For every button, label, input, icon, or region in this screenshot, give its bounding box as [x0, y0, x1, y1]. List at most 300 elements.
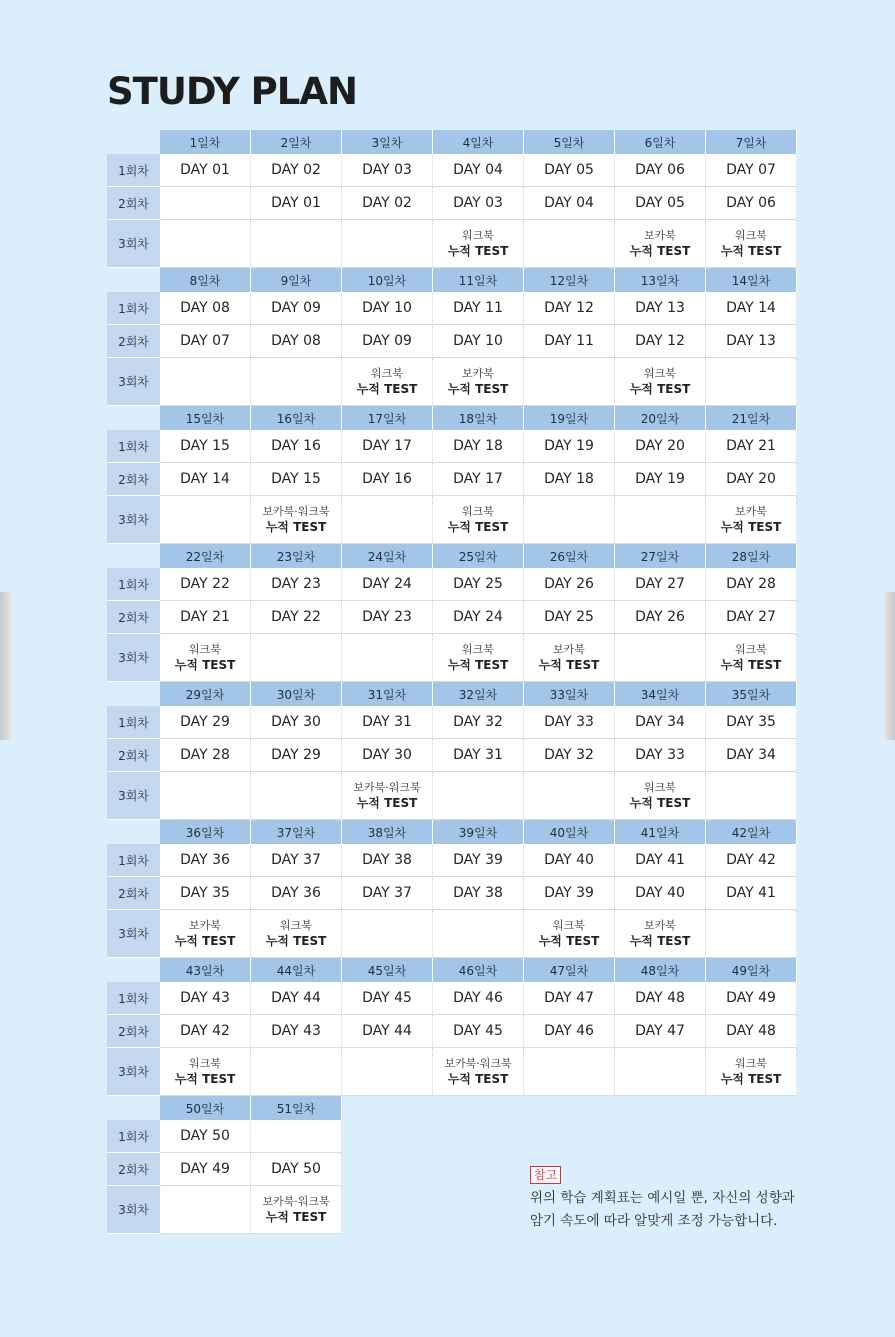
empty-slot	[524, 1120, 615, 1153]
review-cell	[524, 358, 615, 406]
day-cell: DAY 17	[342, 430, 433, 463]
day-header: 9일차	[251, 268, 342, 292]
day-header: 49일차	[706, 958, 797, 982]
review-book: 워크북	[644, 367, 676, 380]
day-cell: DAY 02	[342, 187, 433, 220]
day-cell: DAY 21	[160, 601, 251, 634]
review-book: 보카북·워크북	[353, 781, 421, 794]
day-cell: DAY 40	[615, 877, 706, 910]
day-header: 2일차	[251, 130, 342, 154]
review-cell	[251, 910, 342, 958]
review-test: 누적 TEST	[356, 796, 418, 810]
day-header: 34일차	[615, 682, 706, 706]
day-cell: DAY 01	[160, 154, 251, 187]
day-header: 13일차	[615, 268, 706, 292]
day-header: 36일차	[160, 820, 251, 844]
day-cell: DAY 06	[615, 154, 706, 187]
review-book: 워크북	[371, 367, 403, 380]
day-cell: DAY 41	[706, 877, 797, 910]
empty-header	[524, 1096, 615, 1120]
day-cell: DAY 03	[342, 154, 433, 187]
day-cell: DAY 07	[160, 325, 251, 358]
review-test: 누적 TEST	[720, 658, 782, 672]
review-cell	[706, 358, 797, 406]
day-cell: DAY 25	[433, 568, 524, 601]
review-test: 누적 TEST	[174, 658, 236, 672]
round-label: 2회차	[107, 325, 160, 358]
day-header: 12일차	[524, 268, 615, 292]
round-label: 3회차	[107, 910, 160, 958]
note-line-2: 암기 속도에 따라 알맞게 조정 가능합니다.	[530, 1213, 778, 1229]
day-cell: DAY 30	[251, 706, 342, 739]
day-header: 51일차	[251, 1096, 342, 1120]
day-header: 25일차	[433, 544, 524, 568]
review-cell	[615, 358, 706, 406]
day-cell	[251, 1120, 342, 1153]
day-cell: DAY 24	[433, 601, 524, 634]
round-label: 3회차	[107, 1048, 160, 1096]
review-cell	[524, 772, 615, 820]
review-cell	[342, 220, 433, 268]
review-cell	[524, 496, 615, 544]
review-cell	[342, 910, 433, 958]
round-label: 1회차	[107, 982, 160, 1015]
review-cell	[160, 910, 251, 958]
round-label: 2회차	[107, 601, 160, 634]
review-test: 누적 TEST	[720, 244, 782, 258]
day-header: 35일차	[706, 682, 797, 706]
day-header: 10일차	[342, 268, 433, 292]
day-cell: DAY 15	[160, 430, 251, 463]
day-cell: DAY 36	[160, 844, 251, 877]
review-book: 워크북	[735, 643, 767, 656]
review-cell	[433, 634, 524, 682]
review-book: 보카북	[644, 919, 676, 932]
day-header: 19일차	[524, 406, 615, 430]
day-header: 31일차	[342, 682, 433, 706]
round-label: 3회차	[107, 220, 160, 268]
empty-slot	[342, 1120, 433, 1153]
round-label: 3회차	[107, 496, 160, 544]
day-header: 33일차	[524, 682, 615, 706]
day-header: 48일차	[615, 958, 706, 982]
day-header: 32일차	[433, 682, 524, 706]
round-row	[107, 982, 797, 1015]
day-header: 7일차	[706, 130, 797, 154]
day-header: 29일차	[160, 682, 251, 706]
review-cell	[342, 1048, 433, 1096]
day-cell: DAY 11	[433, 292, 524, 325]
day-cell: DAY 34	[706, 739, 797, 772]
review-test: 누적 TEST	[356, 382, 418, 396]
round-row	[107, 706, 797, 739]
day-header: 6일차	[615, 130, 706, 154]
day-cell: DAY 28	[160, 739, 251, 772]
day-cell: DAY 08	[160, 292, 251, 325]
day-header: 1일차	[160, 130, 251, 154]
round-row	[107, 634, 797, 682]
note-box	[530, 1164, 820, 1233]
day-cell: DAY 49	[160, 1153, 251, 1186]
review-cell	[433, 358, 524, 406]
day-cell: DAY 29	[251, 739, 342, 772]
review-test: 누적 TEST	[174, 1072, 236, 1086]
round-label: 2회차	[107, 187, 160, 220]
day-cell: DAY 27	[615, 568, 706, 601]
review-book: 보카북·워크북	[444, 1057, 512, 1070]
day-cell: DAY 25	[524, 601, 615, 634]
review-book: 워크북	[189, 643, 221, 656]
week-header-row	[107, 682, 797, 706]
day-cell: DAY 23	[342, 601, 433, 634]
day-cell: DAY 47	[524, 982, 615, 1015]
prev-page-tab[interactable]	[0, 592, 12, 740]
day-header: 41일차	[615, 820, 706, 844]
round-row	[107, 358, 797, 406]
day-cell: DAY 38	[433, 877, 524, 910]
review-cell	[160, 496, 251, 544]
day-header: 22일차	[160, 544, 251, 568]
day-cell: DAY 23	[251, 568, 342, 601]
review-cell	[615, 496, 706, 544]
day-cell: DAY 43	[160, 982, 251, 1015]
day-cell: DAY 31	[433, 739, 524, 772]
review-test: 누적 TEST	[447, 1072, 509, 1086]
review-cell	[160, 772, 251, 820]
day-header: 3일차	[342, 130, 433, 154]
review-cell	[342, 634, 433, 682]
day-cell: DAY 09	[251, 292, 342, 325]
review-book: 보카북	[553, 643, 585, 656]
review-cell	[433, 772, 524, 820]
empty-slot	[433, 1120, 524, 1153]
review-test: 누적 TEST	[629, 796, 691, 810]
day-cell: DAY 33	[524, 706, 615, 739]
review-book: 워크북	[462, 505, 494, 518]
page-title: STUDY PLAN	[107, 70, 357, 113]
review-book: 보카북·워크북	[262, 505, 330, 518]
review-cell	[160, 634, 251, 682]
day-cell: DAY 32	[524, 739, 615, 772]
round-row	[107, 601, 797, 634]
empty-header	[433, 1096, 524, 1120]
review-cell	[524, 220, 615, 268]
review-cell	[342, 496, 433, 544]
round-row	[107, 910, 797, 958]
day-header: 24일차	[342, 544, 433, 568]
review-cell	[251, 220, 342, 268]
day-cell: DAY 10	[342, 292, 433, 325]
day-cell: DAY 03	[433, 187, 524, 220]
day-cell: DAY 42	[706, 844, 797, 877]
day-cell: DAY 45	[342, 982, 433, 1015]
day-cell: DAY 22	[160, 568, 251, 601]
day-cell: DAY 11	[524, 325, 615, 358]
day-cell: DAY 01	[251, 187, 342, 220]
review-cell	[706, 910, 797, 958]
review-cell	[251, 1048, 342, 1096]
round-label: 3회차	[107, 772, 160, 820]
day-header: 15일차	[160, 406, 251, 430]
empty-slot	[615, 1120, 706, 1153]
review-cell	[615, 220, 706, 268]
header-corner	[107, 958, 160, 982]
review-test: 누적 TEST	[629, 244, 691, 258]
day-header: 18일차	[433, 406, 524, 430]
empty-header	[342, 1096, 433, 1120]
day-cell: DAY 36	[251, 877, 342, 910]
day-cell: DAY 41	[615, 844, 706, 877]
day-header: 16일차	[251, 406, 342, 430]
review-cell	[615, 772, 706, 820]
day-cell: DAY 39	[433, 844, 524, 877]
review-cell	[615, 910, 706, 958]
week-header-row	[107, 130, 797, 154]
day-cell: DAY 20	[615, 430, 706, 463]
day-cell: DAY 16	[251, 430, 342, 463]
round-label: 1회차	[107, 706, 160, 739]
day-cell: DAY 46	[524, 1015, 615, 1048]
review-cell	[706, 772, 797, 820]
review-cell	[524, 1048, 615, 1096]
header-corner	[107, 1096, 160, 1120]
day-cell: DAY 46	[433, 982, 524, 1015]
day-cell: DAY 09	[342, 325, 433, 358]
day-cell: DAY 26	[615, 601, 706, 634]
day-cell: DAY 42	[160, 1015, 251, 1048]
day-cell: DAY 18	[433, 430, 524, 463]
review-test: 누적 TEST	[629, 382, 691, 396]
day-cell: DAY 33	[615, 739, 706, 772]
day-cell: DAY 44	[342, 1015, 433, 1048]
review-book: 워크북	[462, 643, 494, 656]
review-cell	[251, 358, 342, 406]
empty-slot	[433, 1153, 524, 1186]
day-cell	[160, 187, 251, 220]
header-corner	[107, 130, 160, 154]
day-cell: DAY 22	[251, 601, 342, 634]
round-row	[107, 844, 797, 877]
day-cell: DAY 47	[615, 1015, 706, 1048]
review-cell	[433, 910, 524, 958]
day-header: 4일차	[433, 130, 524, 154]
day-header: 39일차	[433, 820, 524, 844]
day-cell: DAY 50	[251, 1153, 342, 1186]
day-cell: DAY 14	[706, 292, 797, 325]
round-row	[107, 568, 797, 601]
round-label: 1회차	[107, 844, 160, 877]
round-label: 1회차	[107, 154, 160, 187]
review-cell	[706, 496, 797, 544]
day-header: 45일차	[342, 958, 433, 982]
round-label: 2회차	[107, 463, 160, 496]
day-header: 43일차	[160, 958, 251, 982]
week-header-row	[107, 958, 797, 982]
review-test: 누적 TEST	[447, 658, 509, 672]
round-row	[107, 1015, 797, 1048]
day-cell: DAY 40	[524, 844, 615, 877]
round-label: 2회차	[107, 1015, 160, 1048]
day-header: 23일차	[251, 544, 342, 568]
header-corner	[107, 406, 160, 430]
next-page-tab[interactable]	[883, 592, 895, 740]
day-cell: DAY 28	[706, 568, 797, 601]
day-cell: DAY 18	[524, 463, 615, 496]
review-test: 누적 TEST	[629, 934, 691, 948]
round-row	[107, 430, 797, 463]
week-header-row	[107, 268, 797, 292]
day-cell: DAY 50	[160, 1120, 251, 1153]
review-cell	[433, 1048, 524, 1096]
study-plan-table	[107, 130, 797, 1234]
day-cell: DAY 38	[342, 844, 433, 877]
day-cell: DAY 05	[524, 154, 615, 187]
round-row	[107, 739, 797, 772]
review-cell	[342, 772, 433, 820]
round-row	[107, 772, 797, 820]
day-cell: DAY 06	[706, 187, 797, 220]
day-header: 30일차	[251, 682, 342, 706]
review-test: 누적 TEST	[447, 520, 509, 534]
day-cell: DAY 20	[706, 463, 797, 496]
round-label: 1회차	[107, 568, 160, 601]
day-header: 14일차	[706, 268, 797, 292]
review-cell	[524, 634, 615, 682]
day-cell: DAY 21	[706, 430, 797, 463]
empty-slot	[342, 1186, 433, 1234]
day-header: 38일차	[342, 820, 433, 844]
empty-slot	[342, 1153, 433, 1186]
empty-slot	[433, 1186, 524, 1234]
review-test: 누적 TEST	[447, 382, 509, 396]
review-book: 워크북	[189, 1057, 221, 1070]
day-cell: DAY 35	[160, 877, 251, 910]
review-book: 보카북	[735, 505, 767, 518]
day-cell: DAY 31	[342, 706, 433, 739]
day-header: 26일차	[524, 544, 615, 568]
review-book: 워크북	[735, 229, 767, 242]
week-header-row	[107, 406, 797, 430]
day-cell: DAY 12	[615, 325, 706, 358]
day-cell: DAY 49	[706, 982, 797, 1015]
review-cell	[251, 496, 342, 544]
header-corner	[107, 682, 160, 706]
round-row	[107, 877, 797, 910]
round-row	[107, 325, 797, 358]
review-cell	[251, 1186, 342, 1234]
review-cell	[160, 1048, 251, 1096]
review-book: 보카북	[644, 229, 676, 242]
round-row	[107, 1120, 797, 1153]
day-cell: DAY 39	[524, 877, 615, 910]
review-cell	[615, 1048, 706, 1096]
review-cell	[706, 634, 797, 682]
day-header: 46일차	[433, 958, 524, 982]
day-header: 40일차	[524, 820, 615, 844]
day-header: 42일차	[706, 820, 797, 844]
day-cell: DAY 35	[706, 706, 797, 739]
note-tag: 참고	[530, 1166, 561, 1184]
day-header: 20일차	[615, 406, 706, 430]
review-test: 누적 TEST	[265, 1210, 327, 1224]
review-book: 워크북	[644, 781, 676, 794]
review-cell	[160, 1186, 251, 1234]
day-cell: DAY 24	[342, 568, 433, 601]
round-row	[107, 220, 797, 268]
review-cell	[251, 634, 342, 682]
empty-slot	[706, 1120, 797, 1153]
review-cell	[524, 910, 615, 958]
review-test: 누적 TEST	[720, 1072, 782, 1086]
day-cell: DAY 17	[433, 463, 524, 496]
day-cell: DAY 05	[615, 187, 706, 220]
review-cell	[433, 220, 524, 268]
day-cell: DAY 37	[251, 844, 342, 877]
day-cell: DAY 16	[342, 463, 433, 496]
week-header-row	[107, 544, 797, 568]
day-cell: DAY 43	[251, 1015, 342, 1048]
review-cell	[342, 358, 433, 406]
day-header: 28일차	[706, 544, 797, 568]
empty-header	[706, 1096, 797, 1120]
day-cell: DAY 10	[433, 325, 524, 358]
day-cell: DAY 19	[524, 430, 615, 463]
day-cell: DAY 45	[433, 1015, 524, 1048]
header-corner	[107, 820, 160, 844]
empty-header	[615, 1096, 706, 1120]
day-cell: DAY 08	[251, 325, 342, 358]
review-test: 누적 TEST	[447, 244, 509, 258]
round-row	[107, 496, 797, 544]
day-cell: DAY 37	[342, 877, 433, 910]
day-cell: DAY 12	[524, 292, 615, 325]
round-label: 3회차	[107, 358, 160, 406]
day-cell: DAY 13	[615, 292, 706, 325]
day-header: 44일차	[251, 958, 342, 982]
round-row	[107, 154, 797, 187]
week-header-row	[107, 820, 797, 844]
review-cell	[433, 496, 524, 544]
day-header: 17일차	[342, 406, 433, 430]
review-test: 누적 TEST	[265, 934, 327, 948]
review-test: 누적 TEST	[538, 934, 600, 948]
day-header: 27일차	[615, 544, 706, 568]
week-header-row	[107, 1096, 797, 1120]
day-header: 47일차	[524, 958, 615, 982]
round-row	[107, 292, 797, 325]
review-book: 보카북·워크북	[262, 1195, 330, 1208]
round-row	[107, 463, 797, 496]
day-header: 8일차	[160, 268, 251, 292]
day-cell: DAY 48	[706, 1015, 797, 1048]
day-cell: DAY 48	[615, 982, 706, 1015]
day-cell: DAY 44	[251, 982, 342, 1015]
round-label: 2회차	[107, 739, 160, 772]
review-cell	[706, 1048, 797, 1096]
day-cell: DAY 26	[524, 568, 615, 601]
review-book: 워크북	[553, 919, 585, 932]
round-label: 1회차	[107, 1120, 160, 1153]
day-header: 5일차	[524, 130, 615, 154]
review-cell	[615, 634, 706, 682]
day-header: 11일차	[433, 268, 524, 292]
review-cell	[251, 772, 342, 820]
day-cell: DAY 04	[433, 154, 524, 187]
review-book: 워크북	[735, 1057, 767, 1070]
day-cell: DAY 14	[160, 463, 251, 496]
day-cell: DAY 15	[251, 463, 342, 496]
round-row	[107, 187, 797, 220]
